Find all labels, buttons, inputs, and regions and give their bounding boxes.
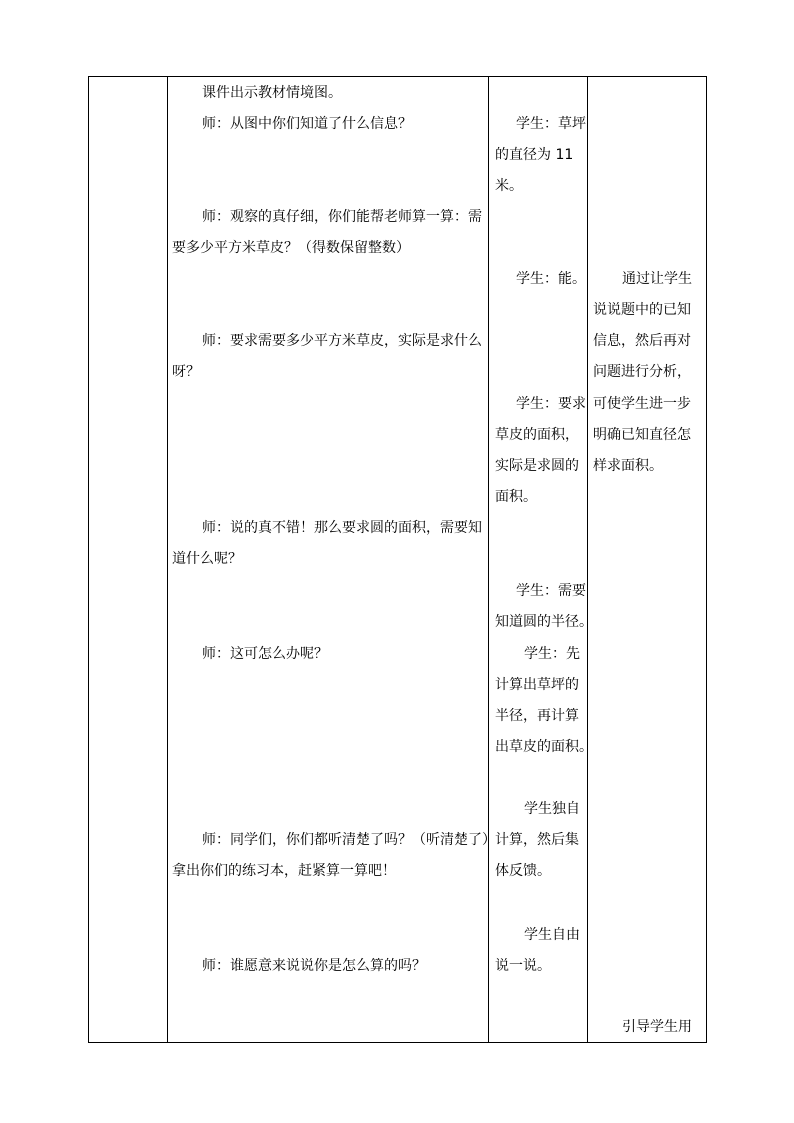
teacher-line-11: 拿出你们的练习本，赶紧算一算吧！ — [172, 863, 396, 879]
intent-line-4: 问题进行分析， — [593, 364, 691, 380]
intent-line-2: 说说题中的已知 — [593, 302, 691, 318]
teacher-line-4: 要多少平方米草皮？（得数保留整数） — [172, 240, 410, 256]
student-line-6: 草皮的面积， — [495, 427, 579, 443]
teacher-line-1: 课件出示教材情境图。 — [202, 85, 342, 101]
student-line-3: 米。 — [495, 178, 523, 194]
student-line-17: 体反馈。 — [495, 863, 551, 879]
student-line-1: 学生：草坪 — [516, 116, 586, 132]
teacher-line-7: 师：说的真不错！那么要求圆的面积，需要知 — [202, 520, 482, 536]
student-line-5: 学生：要求 — [516, 396, 586, 412]
table-column-divider-3 — [587, 76, 588, 1043]
table-border-bottom — [88, 1042, 707, 1043]
intent-line-6: 明确已知直径怎 — [593, 427, 691, 443]
teacher-line-6: 呀？ — [172, 364, 200, 380]
student-line-16: 计算，然后集 — [495, 832, 579, 848]
intent-line-1: 通过让学生 — [622, 271, 692, 287]
student-line-12: 计算出草坪的 — [495, 677, 579, 693]
student-line-9: 学生：需要 — [516, 583, 586, 599]
table-border-right — [706, 76, 707, 1043]
student-line-8: 面积。 — [495, 489, 537, 505]
student-line-10: 知道圆的半径。 — [495, 614, 593, 630]
student-line-4: 学生：能。 — [516, 271, 586, 287]
student-line-18: 学生自由 — [524, 927, 580, 943]
table-border-left — [88, 76, 89, 1043]
teacher-line-8: 道什么呢？ — [172, 551, 242, 567]
teacher-line-3: 师：观察的真仔细，你们能帮老师算一算：需 — [202, 209, 482, 225]
intent-line-5: 可使学生进一步 — [593, 396, 691, 412]
intent-line-7: 样求面积。 — [593, 458, 663, 474]
table-column-divider-1 — [167, 76, 168, 1043]
teacher-line-10: 师：同学们，你们都听清楚了吗？（听清楚了） — [202, 832, 496, 848]
student-line-19: 说一说。 — [495, 958, 551, 974]
student-line-13: 半径，再计算 — [495, 708, 579, 724]
teacher-line-5: 师：要求需要多少平方米草皮，实际是求什么 — [202, 333, 482, 349]
teacher-line-12: 师：谁愿意来说说你是怎么算的吗？ — [202, 958, 426, 974]
table-border-top — [88, 76, 707, 77]
student-line-14: 出草皮的面积。 — [495, 739, 593, 755]
teacher-line-2: 师：从图中你们知道了什么信息？ — [202, 116, 412, 132]
student-line-15: 学生独自 — [524, 801, 580, 817]
table-column-divider-2 — [488, 76, 489, 1043]
teacher-line-9: 师：这可怎么办呢？ — [202, 646, 328, 662]
student-line-11: 学生：先 — [524, 646, 580, 662]
student-line-7: 实际是求圆的 — [495, 458, 579, 474]
intent-line-3: 信息，然后再对 — [593, 333, 691, 349]
intent-line-8: 引导学生用 — [622, 1019, 692, 1035]
student-line-2: 的直径为 11 — [495, 147, 574, 163]
